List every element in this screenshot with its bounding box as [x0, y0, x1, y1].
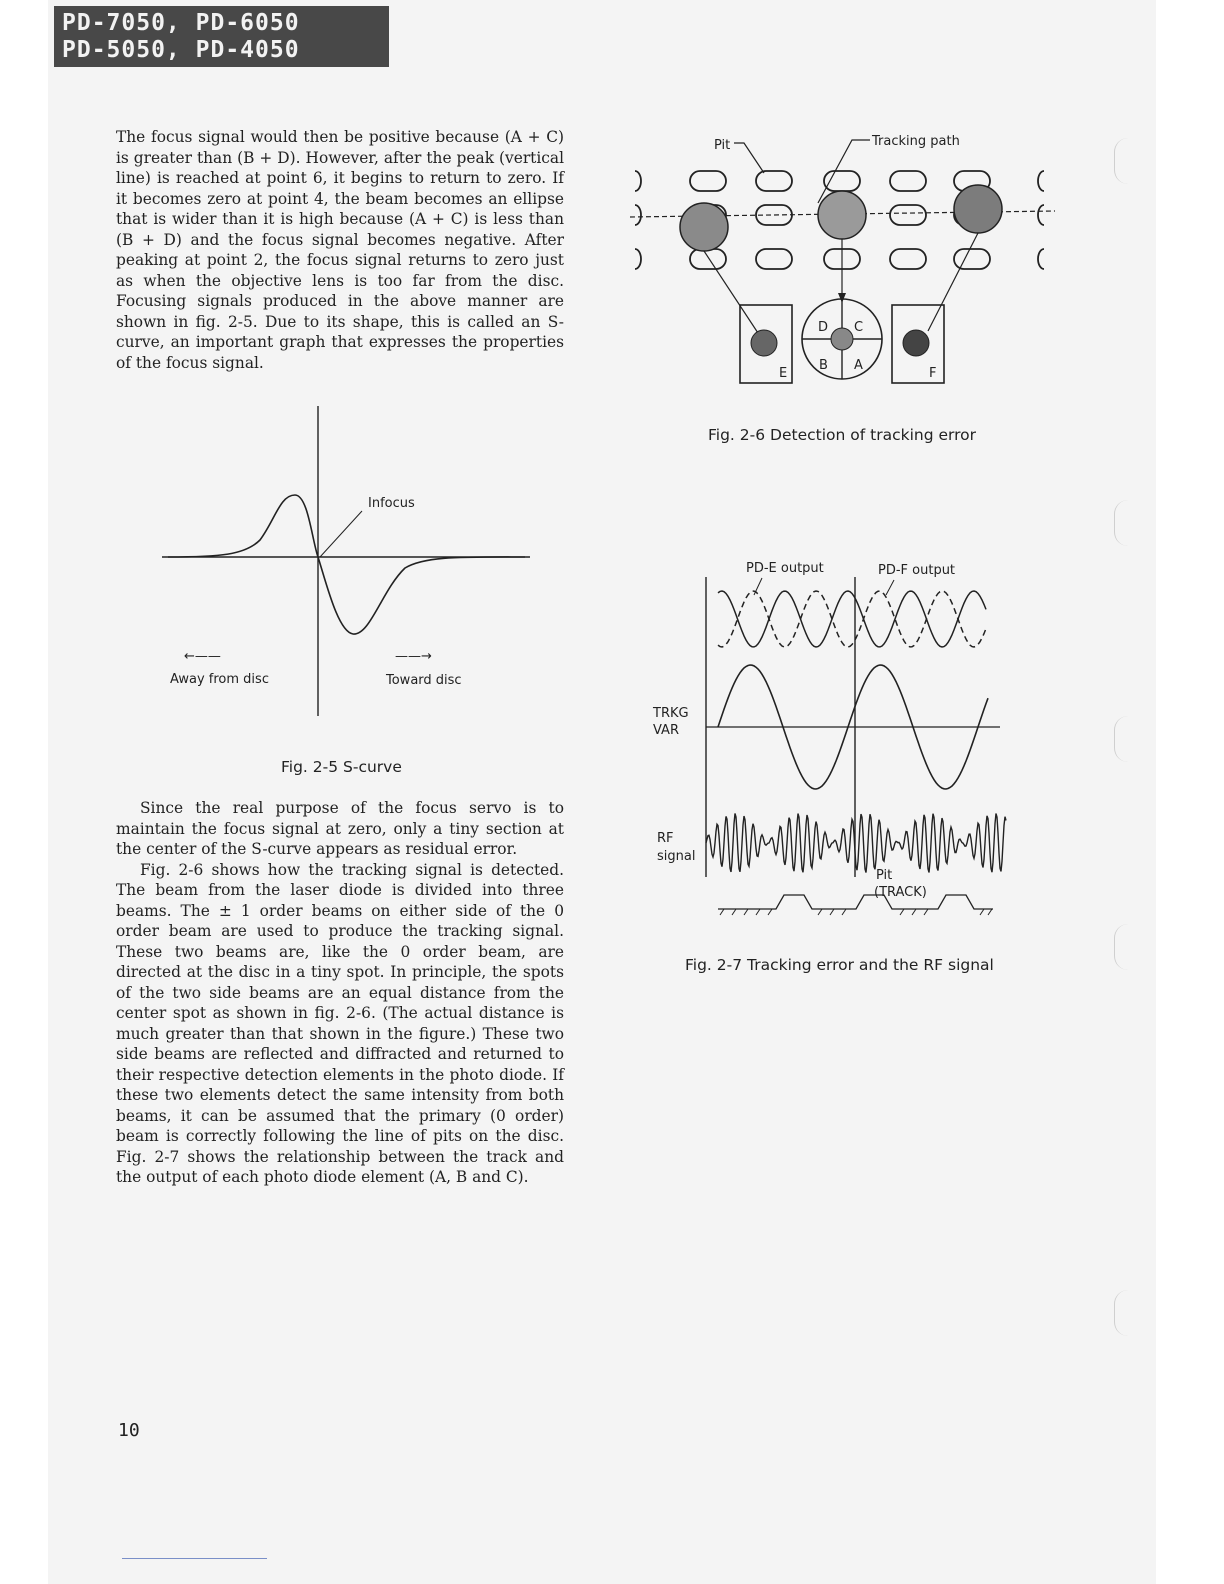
page-number: 10: [118, 1420, 140, 1441]
footer-rule: [122, 1558, 267, 1559]
center-beam: [818, 191, 866, 239]
label-b: B: [819, 358, 828, 373]
fig-2-7-caption: Fig. 2-7 Tracking error and the RF signal: [685, 956, 994, 974]
side-beam-right: [954, 185, 1002, 233]
model-header: [54, 6, 389, 67]
rf-signal-wave: [706, 814, 1006, 873]
s-curve-path: [168, 495, 525, 634]
paragraph-residual-error: Since the real purpose of the focus servo is to maintain the focus signal at zero, only a tiny section at the center of the S-curve appears as residual error.: [116, 799, 564, 858]
body-paragraphs: [116, 798, 564, 1188]
trkg-label: TRKG: [653, 706, 689, 721]
fig-2-7-tracking-rf: [648, 555, 1018, 920]
label-c: C: [854, 320, 864, 335]
paragraph-tracking-signal: Fig. 2-6 shows how the tracking signal is detected. The beam from the laser diode is divided into three beams. The ± 1 order beams on either side of the 0 order beam are used to produce the tracking signal. These two beams are, like the 0 order beam, are directed at the disc in a tiny spot. In principle, the spots of the two side beams are an equal distance from the center spot as shown in fig. 2-6. (The actual distance is much greater than that shown in the figure.) These two side beams are reflected and diffracted and returned to their respective detection elements in the photo diode. If these two elements detect the same intensity from both beams, it can be assumed that the primary (0 order) beam is correctly following the line of pits on the disc. Fig. 2-7 shows the relationship between the track and the output of each photo diode element (A, B and C).: [116, 860, 564, 1186]
intro-paragraph: [116, 127, 564, 373]
model-header-line-2: PD-5050, PD-4050: [62, 37, 300, 63]
pde-output-label: PD-E output: [746, 561, 824, 576]
edge-mark: [1114, 716, 1129, 762]
rf-label: RF: [657, 831, 674, 846]
edge-mark: [1114, 500, 1129, 546]
fig-2-6-caption: Fig. 2-6 Detection of tracking error: [708, 426, 976, 444]
label-d: D: [818, 320, 829, 335]
tracking-path-label: Tracking path: [872, 134, 960, 149]
label-e: E: [779, 366, 788, 381]
signal-label: signal: [657, 849, 696, 864]
fig-2-5-s-curve: [150, 400, 550, 730]
away-from-disc-label: Away from disc: [170, 672, 269, 687]
infocus-pointer: [320, 511, 362, 557]
edge-mark: [1114, 1290, 1129, 1336]
pit-label: Pit: [714, 138, 731, 153]
model-header-line-1: PD-7050, PD-6050: [62, 10, 300, 36]
side-beam-left: [680, 203, 728, 251]
toward-arrow: ——→: [395, 649, 432, 664]
var-label: VAR: [653, 723, 679, 738]
edge-mark: [1114, 924, 1129, 970]
label-a: A: [854, 358, 863, 373]
fig-2-6-tracking-detection: [630, 125, 1070, 395]
track-label: (TRACK): [874, 885, 927, 900]
infocus-label: Infocus: [368, 496, 415, 511]
toward-disc-label: Toward disc: [386, 673, 462, 688]
pdf-output-wave: [718, 591, 986, 647]
pde-output-wave: [718, 591, 986, 647]
track-surface: [718, 895, 993, 909]
paragraph-focus-signal: The focus signal would then be positive because (A + C) is greater than (B + D). However, after the peak (vertical line) is reached at point 6, it begins to return to zero. If it becomes zero at point 4, the beam becomes an ellipse that is wider than it is high because (A + C) is less than (B + D) and the focus signal becomes negative. After peaking at point 2, the focus signal returns to zero just as when the objective lens is too far from the disc. Focusing signals produced in the above manner are shown in fig. 2-5. Due to its shape, this is called an S-curve, an important graph that expresses the properties of the focus signal.: [116, 128, 564, 372]
fig-2-5-caption: Fig. 2-5 S-curve: [281, 758, 402, 776]
away-arrow: ←——: [184, 649, 221, 664]
edge-mark: [1114, 138, 1129, 184]
label-f: F: [929, 366, 937, 381]
pdf-output-label: PD-F output: [878, 563, 956, 578]
pit-track-label: Pit: [876, 868, 893, 883]
